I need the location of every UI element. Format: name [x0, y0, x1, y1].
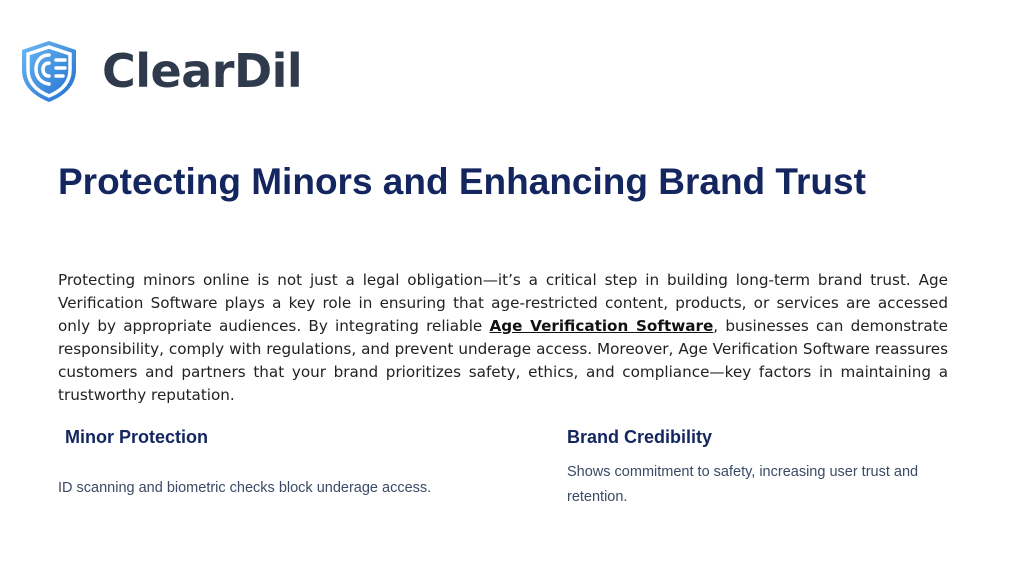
- minor-protection-heading: Minor Protection: [65, 427, 208, 447]
- intro-text-start: Protecting minors online is not just a legal obligation—it’s a critical step in building long-term brand trust. Age Verification Software plays a key role in ensuring that age-restricted content, products, or services are accessed only by appropriate audiences. By integrating reliable: [58, 271, 948, 335]
- brand-logo: [18, 38, 302, 104]
- logo-wordmark: ClearDil: [102, 44, 303, 98]
- brand-credibility-text: Shows commitment to safety, increasing user trust and retention.: [567, 464, 919, 505]
- intro-text-end: , businesses can demonstrate responsibility, comply with regulations, and prevent underage access. Moreover, Age Verification Software reassures customers and partners that your brand prioritizes safety, ethics, and compliance—key factors in maintaining a trustworthy reputation.: [58, 317, 948, 404]
- age-verification-software-link[interactable]: Age Verification Software: [489, 317, 714, 335]
- intro-paragraph: [58, 269, 948, 407]
- page-title: Protecting Minors and Enhancing Brand Trust: [58, 161, 866, 202]
- minor-protection-text: ID scanning and biometric checks block underage access.: [58, 480, 432, 496]
- brand-credibility-heading: Brand Credibility: [567, 427, 713, 447]
- shield-logo-icon: [18, 38, 80, 104]
